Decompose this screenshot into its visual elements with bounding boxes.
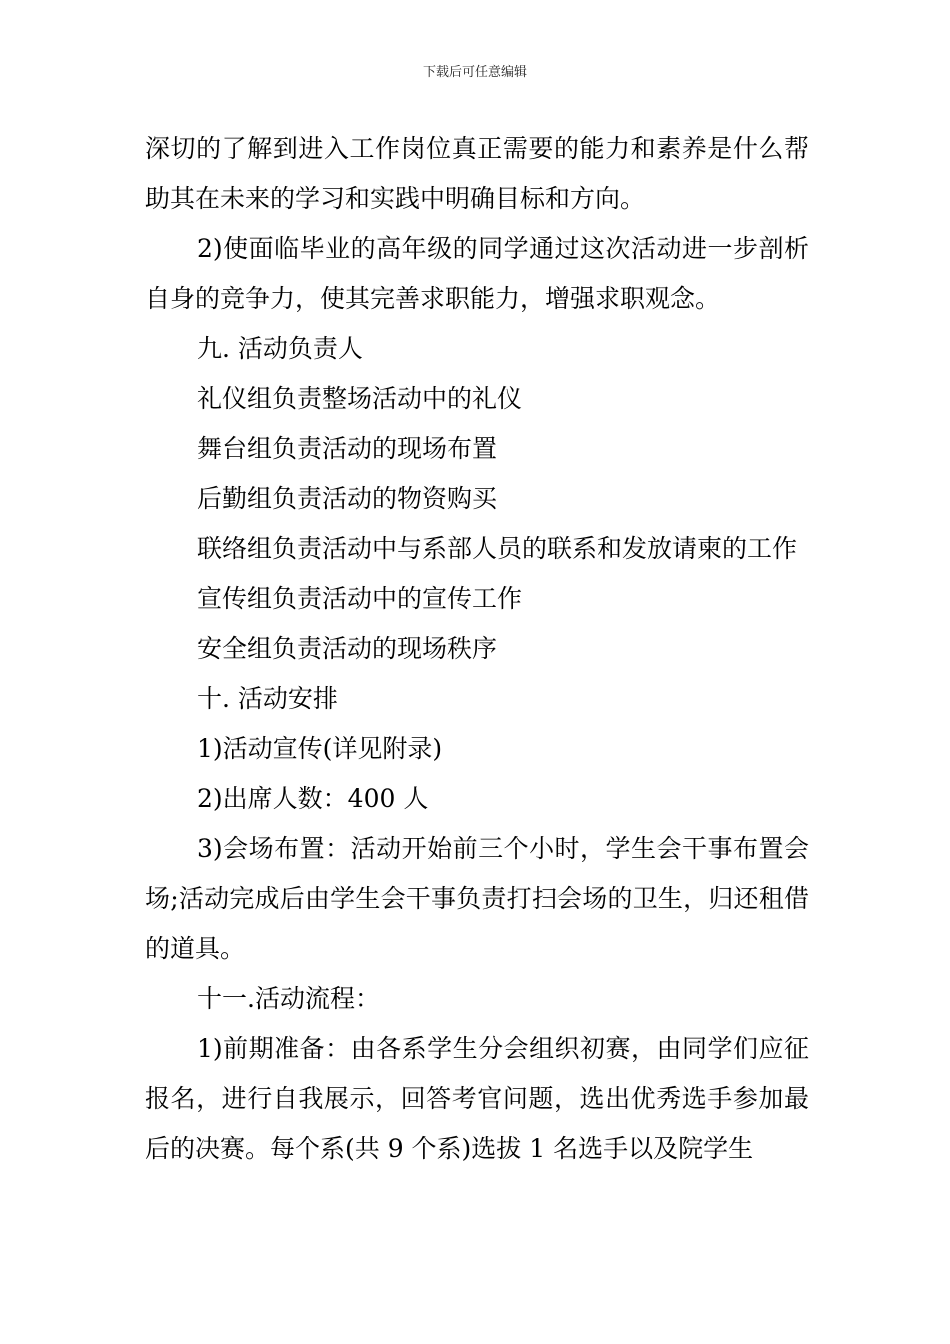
paragraph: 联络组负责活动中与系部人员的联系和发放请柬的工作 xyxy=(197,534,798,563)
paragraph: 3)会场布置：活动开始前三个小时，学生会干事布置会场;活动完成后由学生会干事负责打扫会场的卫生，归还租借的道具。 xyxy=(145,834,809,963)
section-heading: 九. 活动负责人 xyxy=(197,334,363,363)
paragraph: 安全组负责活动的现场秩序 xyxy=(197,634,498,663)
paragraph: 2)使面临毕业的高年级的同学通过这次活动进一步剖析自身的竞争力，使其完善求职能力，增强求职观念。 xyxy=(145,234,809,313)
section-heading: 十一.活动流程： xyxy=(197,984,380,1013)
page-header: 下载后可任意编辑 xyxy=(422,65,527,80)
section-heading: 十. 活动安排 xyxy=(197,684,338,713)
paragraph: 礼仪组负责整场活动中的礼仪 xyxy=(197,384,523,413)
paragraph: 宣传组负责活动中的宣传工作 xyxy=(197,584,523,613)
paragraph: 2)出席人数：400 人 xyxy=(197,784,429,813)
paragraph: 舞台组负责活动的现场布置 xyxy=(197,434,498,463)
paragraph: 后勤组负责活动的物资购买 xyxy=(197,484,498,513)
paragraph: 深切的了解到进入工作岗位真正需要的能力和素养是什么帮助其在未来的学习和实践中明确目标和方向。 xyxy=(145,134,809,213)
paragraph: 1)活动宣传(详见附录) xyxy=(197,734,443,763)
document-body xyxy=(145,124,809,1174)
paragraph: 1)前期准备：由各系学生分会组织初赛，由同学们应征报名，进行自我展示，回答考官问题，选出优秀选手参加最后的决赛。每个系(共 9 个系)选拔 1 名选手以及院学生 xyxy=(145,1034,809,1163)
